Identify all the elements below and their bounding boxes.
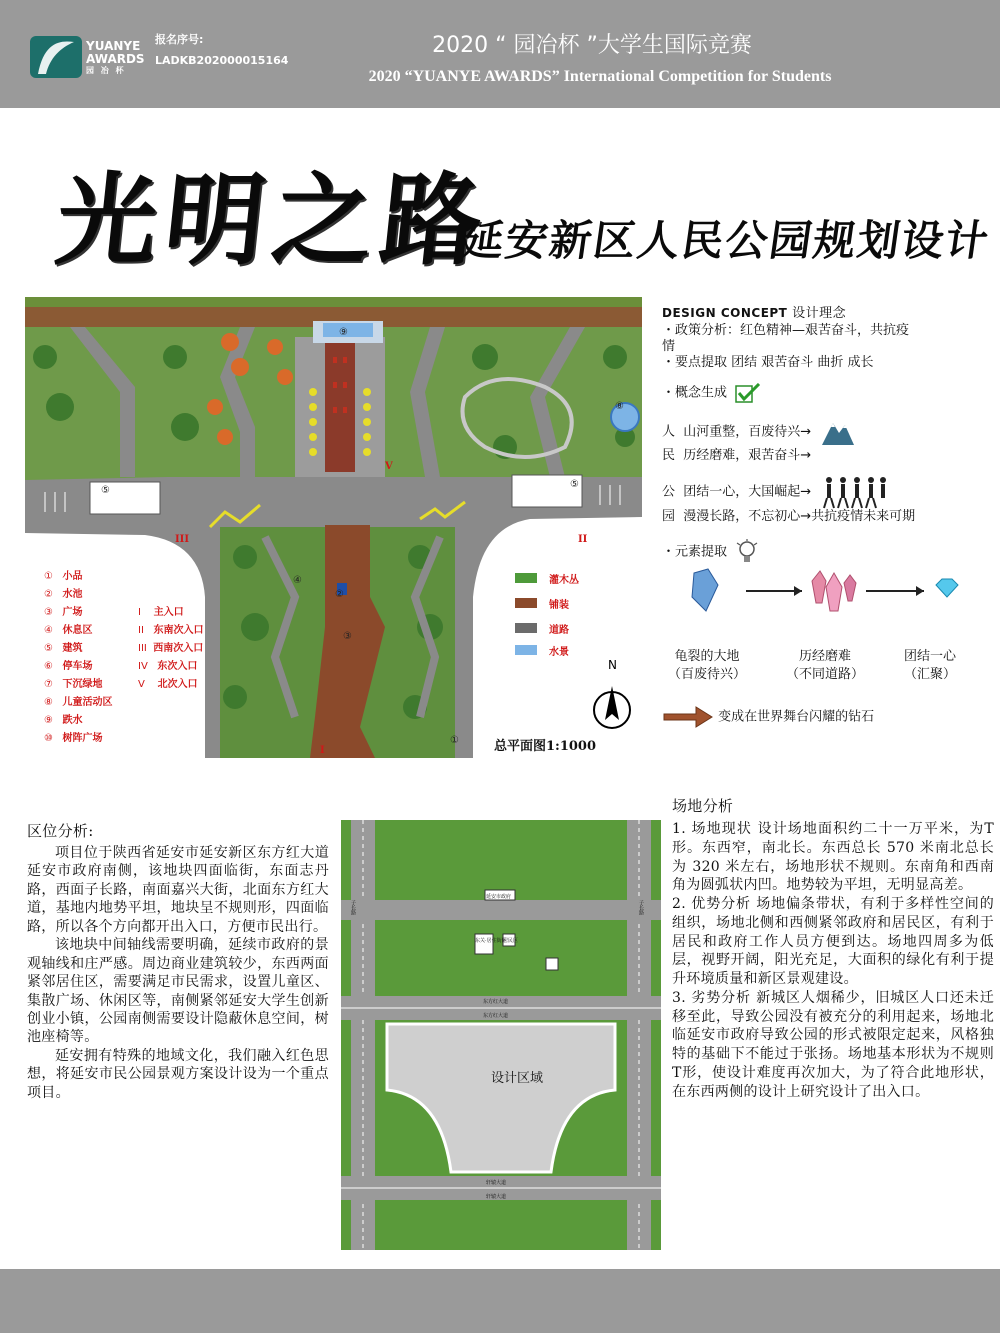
concept-row-text: 历经磨难，艰苦奋斗→ <box>683 448 812 463</box>
concept-row-char: 民 <box>662 448 676 463</box>
plan-caption: 总平面图1:1000 <box>494 739 597 754</box>
concept-row-text: 山河重整，百废待兴→ <box>683 424 812 440</box>
stage-title: 历经磨难 <box>798 649 851 664</box>
concept-row-text: 团结一心，大国崛起→ <box>683 484 812 500</box>
svg-text:V: V <box>385 461 393 472</box>
legend-label: 树阵广场 <box>62 733 103 744</box>
map-label: ⑤ <box>570 479 579 490</box>
concept-row-gong <box>662 475 887 509</box>
key-points: ・要点提取 团结 艰苦奋斗 曲折 成长 <box>662 355 874 370</box>
footer-bar <box>0 1269 1000 1333</box>
legend-num: ⑨ <box>44 715 53 726</box>
entrance-num: IV <box>138 661 148 672</box>
site-paragraph: 3. 劣势分析 新城区人烟稀少，旧城区人口还未迁移至此，导致公园没有被充分的利用起来，场地北临延安市政府导致公园的形式被限定起来，风格独特的基础下不能过于张扬。场地基本形状为不规则T形，使设计难度再次加大，为了符合此地形状，在东西两侧的设计上研究设计了出入口。 <box>672 989 994 1100</box>
concept-heading-en: DESIGN CONCEPT <box>662 306 788 320</box>
legend-label: 广场 <box>62 607 83 618</box>
legend-label: 儿童活动区 <box>62 697 113 708</box>
entrance-num: V <box>138 679 145 690</box>
stage-sub: （不同道路） <box>785 666 864 682</box>
legend-num: ① <box>44 571 53 582</box>
legend-label: 水景 <box>549 647 569 658</box>
road-right-label: 子长路 <box>638 900 644 915</box>
legend-label: 道路 <box>549 625 569 636</box>
concept-row-min <box>662 447 811 465</box>
location-analysis <box>27 822 329 1102</box>
concept-generation-label: ・概念生成 <box>662 385 728 401</box>
legend-label: 跌水 <box>62 715 83 726</box>
legend-num: ⑤ <box>44 643 53 654</box>
poster-subtitle: —延安新区人民公园规划设计 <box>414 216 994 265</box>
master-plan-map <box>25 297 642 758</box>
legend-label: 建筑 <box>62 643 83 654</box>
road-top-label: 东方红大道 <box>483 999 509 1005</box>
legend-label: 休息区 <box>62 625 93 636</box>
legend-label: 小品 <box>62 571 83 582</box>
entrance-label: 主入口 <box>153 607 184 618</box>
legend-num: ⑩ <box>44 733 53 744</box>
location-paragraph: 该地块中间轴线需要明确，延续市政府的景观轴线和庄严感。周边商业建筑较少，东西两面紧邻居住区，需要满足市民需求，设置儿童区、集散广场、休闲区等，南侧紧邻延安大学生创新创业小镇，公园南侧需要设计隐蔽休息空间，树池座椅等。 <box>27 937 329 1046</box>
map-label: ⑤ <box>101 485 110 496</box>
result-text: 变成在世界舞台闪耀的钻石 <box>718 709 875 725</box>
concept-result <box>662 705 874 729</box>
map-label: ② <box>335 589 344 600</box>
stage-2 <box>780 648 870 683</box>
arrow-right-icon <box>662 705 714 729</box>
concept-row-ren <box>662 417 855 447</box>
stage-sub: （汇聚） <box>903 666 956 682</box>
site-analysis <box>672 796 994 1101</box>
site-heading: 场地分析 <box>672 797 734 815</box>
legend-swatch <box>515 598 537 608</box>
stage-title: 龟裂的大地 <box>674 649 740 664</box>
lightbulb-icon <box>735 539 759 565</box>
crystal-progression-graphic <box>684 567 984 615</box>
road-left-label: 子长路 <box>350 900 356 915</box>
concept-generation <box>662 383 761 403</box>
legend-num: ⑧ <box>44 697 53 708</box>
element-extract <box>662 539 759 565</box>
legend-swatch <box>515 645 537 655</box>
road-bottom2-label: 轩辕大道 <box>486 1194 507 1200</box>
svg-text:II: II <box>578 534 588 545</box>
legend-label: 水池 <box>62 589 83 600</box>
mountain-icon <box>821 417 855 447</box>
map-label: ⑨ <box>339 327 348 338</box>
concept-row-text: 漫漫长路，不忘初心→共抗疫情未来可期 <box>683 509 916 524</box>
registration-number: LADKB202000015164 <box>155 53 289 67</box>
legend-num: ⑥ <box>44 661 53 672</box>
logo-line2: AWARDS <box>86 51 145 66</box>
site-context-map <box>341 820 661 1250</box>
location-heading: 区位分析: <box>27 822 94 840</box>
marching-people-icon <box>821 475 887 509</box>
poster-title: 光明之路 <box>50 161 496 279</box>
location-paragraph: 项目位于陕西省延安市延安新区东方红大道延安市政府南侧，该地块四面临街，东面志丹路，西面子长路，南面嘉兴大街，北面东方红大道，基地内地势平坦，地块呈不规则形，四面临路，所以各个方向都开出入口，方便市民出行。 <box>27 844 329 935</box>
header-bar <box>0 0 1000 108</box>
map-label: ① <box>450 735 459 746</box>
entrance-label: 北次入口 <box>157 679 198 690</box>
concept-row-char: 人 <box>662 424 676 440</box>
concept-heading <box>662 305 846 323</box>
building-b-label: 居民区 <box>503 938 519 944</box>
legend-num: ③ <box>44 607 53 618</box>
legend-label: 停车场 <box>62 661 93 672</box>
logo-text <box>86 40 145 76</box>
site-paragraph: 1. 场地现状 设计场地面积约二十一万平米，为T形。东西窄，南北长。东西总长 570 米南北总长为 320 米左右，场地形状不规则。东南角和西南角为圆弧状内凹。地势较为平坦，无明显高差。 <box>672 821 994 894</box>
north-arrow-icon <box>592 658 632 734</box>
competition-title-en: 2020 “YUANYE AWARDS” International Competition for Students <box>368 68 832 85</box>
entrance-label: 东南次入口 <box>153 625 204 636</box>
design-area-label: 设计区域 <box>491 1071 544 1086</box>
svg-text:III: III <box>175 534 190 545</box>
gov-label: 延安市政府 <box>486 894 512 900</box>
stage-title: 团结一心 <box>903 649 956 664</box>
policy-analysis-cont: 情 <box>662 339 676 354</box>
map-label: ④ <box>293 575 302 586</box>
entrance-label: 东次入口 <box>157 661 198 672</box>
yuanye-logo-icon <box>30 36 82 78</box>
svg-text:I: I <box>320 745 325 756</box>
concept-row-char: 公 <box>662 484 676 500</box>
legend-num: ⑦ <box>44 679 53 690</box>
entrance-num: I <box>138 607 141 618</box>
map-label: ⑧ <box>615 401 624 412</box>
stage-1 <box>662 648 752 683</box>
stage-3 <box>890 648 970 683</box>
concept-row-yuan <box>662 508 915 526</box>
legend-num: ④ <box>44 625 53 636</box>
legend-swatch <box>515 573 537 583</box>
map-label: ③ <box>343 631 352 642</box>
legend-swatch <box>515 623 537 633</box>
legend-label: 铺装 <box>549 600 569 611</box>
concept-row-char: 园 <box>662 509 676 524</box>
legend-label: 下沉绿地 <box>62 679 103 690</box>
entrance-num: III <box>138 643 147 654</box>
road-top2-label: 东方红大道 <box>483 1013 509 1019</box>
logo-line3: 园 冶 杯 <box>86 66 126 76</box>
policy-analysis: ・政策分析：红色精神—艰苦奋斗，共抗疫 <box>662 323 910 338</box>
checkmark-icon <box>735 383 761 403</box>
competition-title-cn: 2020 “ 园冶杯 ”大学生国际竞赛 <box>432 33 752 58</box>
legend-num: ② <box>44 589 53 600</box>
legend-label: 灌木丛 <box>549 575 579 586</box>
registration-label: 报名序号: <box>155 33 204 46</box>
site-paragraph: 2. 优势分析 场地偏条带状，有利于多样性空间的组织，场地北侧和西侧紧邻政府和居民区，有利于居民和政府工作人员方便到达。场地四周多为低层，视野开阔，阳光充足，大面积的绿化有利于提升环境质量和新区景观建设。 <box>672 896 994 988</box>
entrance-num: II <box>138 625 144 636</box>
concept-heading-cn: 设计理念 <box>792 306 847 321</box>
north-label: N <box>608 658 617 672</box>
building-a-label: 东关·居住街区 <box>475 938 507 944</box>
logo-line1: YUANYE <box>86 39 141 53</box>
location-paragraph: 延安拥有特殊的地域文化，我们融入红色思想，将延安市民公园景观方案设计设为一个重点项目。 <box>27 1047 329 1101</box>
registration-block <box>155 30 288 72</box>
road-bottom-label: 轩辕大道 <box>486 1180 507 1186</box>
entrance-label: 西南次入口 <box>153 643 204 654</box>
element-extract-label: ・元素提取 <box>662 544 728 560</box>
stage-sub: （百废待兴） <box>667 666 746 682</box>
